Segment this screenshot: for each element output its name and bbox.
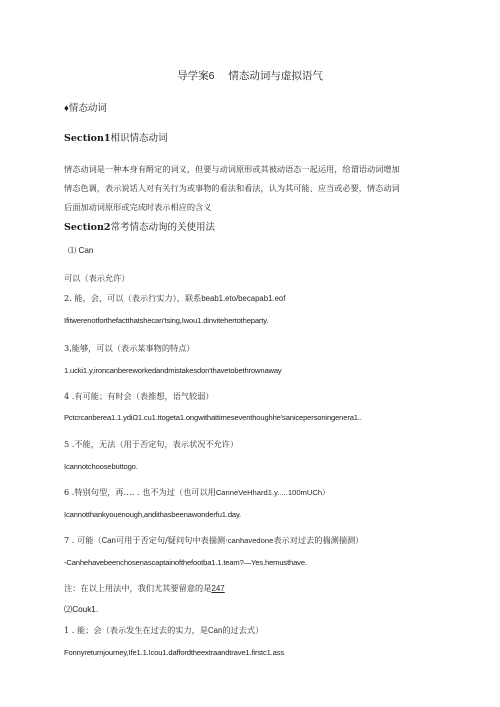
usage-line-6	[64, 488, 330, 498]
usage-line-7-end: 表示对过去的揣测揣测）	[273, 535, 364, 545]
usage-line-8	[64, 626, 263, 636]
example-7: -Canhehavebeenchosenascaptainofthefootba1.1.team?—Yes.hemusthave.	[64, 558, 307, 567]
usage-line-8-can: Can	[208, 626, 223, 635]
usage-line-7-desc: 可用于否定句/疑问句中表揣测·	[115, 535, 228, 545]
item-could-heading: ⑵Couk1.	[64, 605, 99, 614]
usage-line-1: 可以（表示允许）	[64, 273, 130, 283]
item-can-heading: ⑴ Can	[68, 246, 94, 255]
example-5: Icannotchoosebuttogo.	[64, 462, 138, 471]
usage-line-7	[64, 536, 363, 546]
title-topic: 情态动词与虚拟语气	[228, 70, 323, 82]
page-title	[0, 70, 500, 83]
usage-line-8-end: 的过去式）	[222, 625, 264, 635]
section2-label: Section2	[64, 222, 111, 233]
usage-line-5: 5 .不能，无法（用于否定句，表示状况不允许）	[64, 439, 239, 449]
intro-line-3: 后面加动词原形或完成时表示相应的含义	[64, 202, 212, 212]
section1-title: 相识情态动词	[110, 133, 168, 144]
example-8: Fonnyreturnjourney,Ife1.1.Icou1.daffordtheextraandtrave1.firstc1.ass	[64, 648, 284, 657]
intro-line-1: 情态动词是一种本身有酹定的词义，但要与动词原形或其被动语态一起运用，给谓语动词增加	[64, 164, 400, 174]
example-4: Pctcrcanberea1.1.ydiΩ1.cu1.ttogeta1.ongwithattimeseventhoughhe'sanicepersoningenera1..	[64, 413, 362, 422]
section1-heading	[64, 133, 168, 144]
usage-line-7-can: Can	[101, 536, 116, 545]
note-line	[64, 584, 225, 594]
section-header: ♦情态动词	[64, 103, 107, 114]
usage-line-8-text: 1 . 能；会（表示发生在过去的实力，是	[64, 625, 209, 635]
example-2: Ifitwerenotforthefactthatshecan'tsing,Iwou1.dinvitehertotheparty.	[64, 316, 269, 325]
usage-line-6-phrase: CanneVeHhard1.y.....100mUCh）	[215, 488, 330, 497]
note-number: 247	[211, 584, 225, 593]
usage-line-2-phrase: beab1.eto/becapab1.eof	[201, 294, 286, 303]
usage-line-6-text: 6 .特别句型，再…. . 也不为过（也可以用	[64, 487, 216, 497]
usage-line-2	[64, 294, 285, 304]
section2-title: 常考情态动询的关使用法	[110, 222, 216, 233]
usage-line-4: 4 .有可能；有时会（表推想，语气较弱）	[64, 391, 214, 401]
example-3: 1.ucki1.y,ironcanbereworkedandmistakesdon'thavetobethrownaway	[64, 366, 282, 375]
usage-line-3: 3,能够，可以（表示某事物的特点）	[64, 343, 195, 353]
example-6: Icannotthankyouenough,andithasbeenawonderfu1.day.	[64, 510, 242, 519]
section1-label: Section1	[64, 133, 111, 144]
title-lesson-number: 导学案6	[177, 70, 215, 82]
usage-line-2-text: 2. 能，会，可以（表示行实力），联系	[64, 293, 202, 303]
note-text: 注：在以上用法中，我们尤其要留意的是	[64, 583, 212, 593]
intro-line-2: 情态色调，表示说话人对有关行为或事物的看法和看法，认为其可能、应当或必要，情态动词	[64, 183, 400, 193]
section2-heading	[64, 222, 215, 233]
usage-line-7-phrase: canhavedone	[227, 536, 274, 545]
usage-line-7-text: 7 . 可能（	[64, 535, 102, 545]
